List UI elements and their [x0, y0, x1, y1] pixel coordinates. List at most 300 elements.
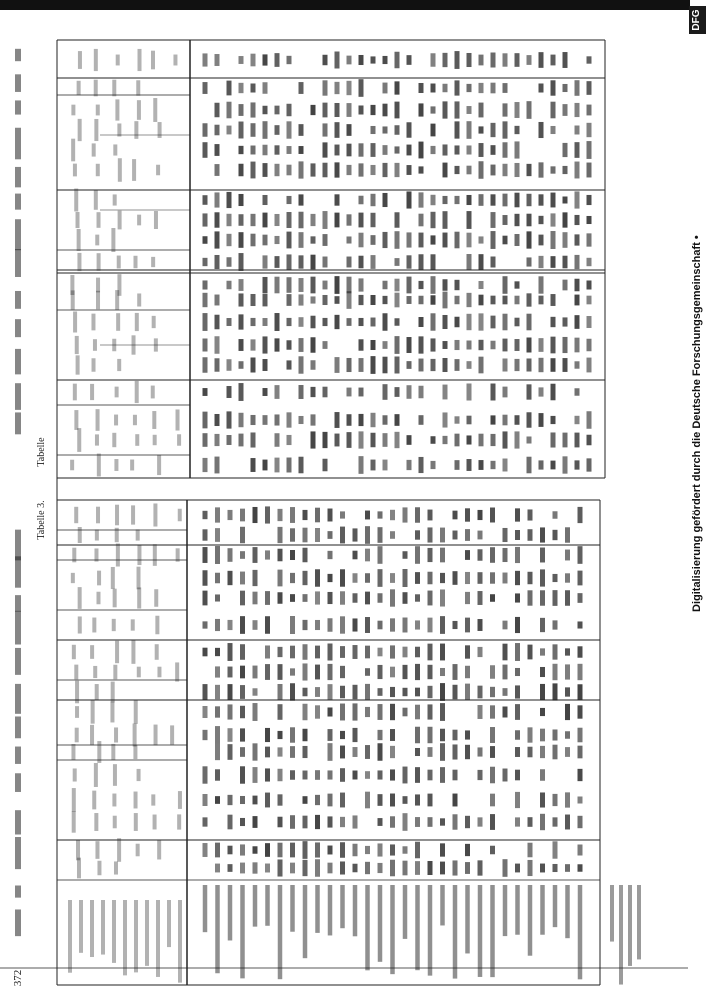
illegible-print	[619, 885, 623, 985]
illegible-print	[587, 280, 592, 289]
illegible-print	[479, 194, 484, 206]
illegible-print	[479, 83, 484, 93]
illegible-print	[335, 434, 340, 447]
illegible-print	[431, 295, 436, 304]
illegible-print	[134, 792, 138, 809]
illegible-print	[240, 863, 245, 874]
illegible-print	[15, 319, 21, 337]
illegible-print	[371, 255, 376, 269]
illegible-print	[383, 384, 388, 400]
illegible-print	[278, 704, 283, 720]
illegible-print	[335, 51, 340, 68]
illegible-print	[515, 214, 520, 226]
illegible-print	[275, 214, 280, 226]
illegible-print	[240, 818, 245, 826]
illegible-print	[278, 509, 283, 521]
illegible-print	[323, 211, 328, 229]
illegible-print	[465, 816, 470, 828]
illegible-print	[428, 770, 433, 781]
illegible-print	[347, 388, 352, 397]
illegible-print	[116, 55, 120, 66]
illegible-print	[395, 102, 400, 119]
illegible-print	[578, 684, 583, 699]
illegible-print	[431, 235, 436, 244]
illegible-print	[323, 142, 328, 157]
illegible-print	[491, 316, 496, 329]
illegible-print	[390, 794, 395, 807]
illegible-print	[491, 83, 496, 94]
illegible-print	[539, 235, 544, 246]
illegible-print	[287, 104, 292, 116]
illegible-print	[563, 84, 568, 92]
illegible-print	[15, 595, 21, 612]
illegible-print	[275, 256, 280, 268]
illegible-print	[215, 769, 220, 780]
illegible-print	[114, 459, 118, 471]
dfg-logo-text: DFG	[691, 9, 702, 31]
illegible-print	[443, 101, 448, 118]
illegible-print	[278, 647, 283, 657]
illegible-print	[551, 337, 556, 354]
illegible-print	[135, 381, 139, 403]
illegible-print	[478, 510, 483, 520]
illegible-print	[431, 276, 436, 294]
illegible-print	[90, 645, 94, 659]
illegible-print	[395, 163, 400, 177]
illegible-print	[203, 730, 208, 740]
illegible-print	[428, 686, 433, 698]
illegible-print	[419, 214, 424, 227]
illegible-print	[428, 794, 433, 807]
illegible-print	[239, 56, 244, 64]
illegible-print	[117, 256, 121, 269]
illegible-print	[419, 296, 424, 304]
illegible-print	[347, 257, 352, 268]
illegible-print	[299, 212, 304, 229]
illegible-print	[328, 816, 333, 827]
illegible-print	[563, 337, 568, 353]
illegible-print	[395, 81, 400, 94]
illegible-print	[239, 279, 244, 291]
illegible-print	[403, 846, 408, 853]
illegible-print	[117, 838, 121, 862]
illegible-print	[228, 704, 233, 719]
illegible-print	[353, 844, 358, 857]
illegible-print	[278, 731, 283, 739]
illegible-print	[328, 707, 333, 716]
illegible-print	[299, 416, 304, 424]
illegible-print	[465, 572, 470, 584]
illegible-print	[251, 214, 256, 226]
illegible-print	[479, 254, 484, 270]
illegible-print	[151, 794, 155, 805]
illegible-print	[478, 885, 483, 977]
illegible-print	[490, 767, 495, 784]
illegible-print	[135, 434, 139, 446]
illegible-print	[203, 123, 208, 136]
illegible-print	[407, 191, 412, 208]
illegible-print	[395, 387, 400, 397]
illegible-print	[563, 256, 568, 269]
illegible-print	[97, 253, 101, 271]
illegible-print	[440, 729, 445, 742]
illegible-print	[453, 531, 458, 540]
illegible-print	[335, 145, 340, 156]
illegible-print	[228, 667, 233, 678]
illegible-print	[203, 591, 208, 606]
illegible-print	[478, 686, 483, 699]
illegible-print	[71, 744, 75, 760]
illegible-print	[287, 360, 292, 369]
illegible-print	[278, 527, 283, 543]
illegible-print	[527, 55, 532, 65]
illegible-print	[228, 684, 233, 700]
illegible-print	[563, 317, 568, 326]
illegible-print	[290, 528, 295, 541]
illegible-print	[419, 233, 424, 248]
illegible-print	[528, 572, 533, 584]
illegible-print	[378, 863, 383, 873]
illegible-print	[440, 843, 445, 856]
illegible-print	[378, 770, 383, 779]
illegible-print	[371, 105, 376, 115]
illegible-print	[71, 105, 75, 116]
illegible-print	[114, 415, 118, 426]
illegible-print	[118, 158, 122, 182]
illegible-print	[478, 549, 483, 560]
illegible-print	[323, 80, 328, 95]
illegible-print	[431, 53, 436, 66]
illegible-print	[515, 704, 520, 720]
illegible-print	[153, 503, 157, 526]
illegible-print	[527, 457, 532, 474]
illegible-print	[467, 166, 472, 175]
illegible-print	[178, 791, 182, 809]
illegible-print	[407, 385, 412, 399]
illegible-print	[528, 860, 533, 876]
illegible-print	[443, 211, 448, 229]
illegible-print	[239, 434, 244, 447]
illegible-print	[443, 233, 448, 248]
illegible-print	[378, 704, 383, 720]
illegible-print	[371, 340, 376, 350]
illegible-print	[278, 664, 283, 680]
illegible-print	[465, 684, 470, 701]
illegible-print	[365, 745, 370, 759]
illegible-print	[365, 592, 370, 605]
illegible-print	[503, 103, 508, 116]
illegible-print	[112, 619, 116, 631]
illegible-print	[528, 817, 533, 827]
illegible-print	[203, 236, 208, 244]
illegible-print	[527, 101, 532, 119]
illegible-print	[77, 428, 81, 452]
illegible-print	[491, 194, 496, 205]
illegible-print	[315, 705, 320, 718]
illegible-print	[578, 864, 583, 871]
illegible-print	[113, 764, 117, 786]
illegible-print	[395, 125, 400, 135]
illegible-print	[515, 593, 520, 602]
illegible-print	[251, 432, 256, 447]
illegible-print	[491, 231, 496, 249]
illegible-print	[335, 103, 340, 117]
illegible-print	[503, 83, 508, 93]
illegible-print	[453, 730, 458, 741]
illegible-print	[265, 728, 270, 742]
illegible-print	[94, 119, 98, 141]
illegible-print	[467, 341, 472, 350]
illegible-print	[311, 214, 316, 226]
illegible-print	[479, 313, 484, 330]
illegible-print	[227, 359, 232, 371]
illegible-print	[403, 592, 408, 604]
illegible-print	[378, 546, 383, 564]
illegible-print	[203, 706, 208, 718]
illegible-print	[91, 314, 95, 331]
illegible-print	[265, 864, 270, 873]
illegible-print	[575, 126, 580, 135]
illegible-print	[479, 143, 484, 157]
illegible-print	[440, 767, 445, 783]
illegible-print	[479, 281, 484, 289]
illegible-print	[328, 729, 333, 741]
illegible-print	[453, 571, 458, 585]
illegible-print	[263, 460, 268, 471]
illegible-print	[515, 431, 520, 448]
illegible-print	[540, 769, 545, 781]
illegible-print	[299, 338, 304, 352]
illegible-print	[90, 900, 94, 957]
illegible-print	[503, 215, 508, 225]
illegible-print	[15, 219, 21, 250]
illegible-print	[551, 461, 556, 470]
illegible-print	[133, 724, 137, 747]
illegible-print	[415, 767, 420, 783]
illegible-print	[72, 811, 76, 832]
illegible-print	[96, 592, 100, 605]
illegible-print	[455, 145, 460, 154]
illegible-print	[419, 192, 424, 207]
illegible-print	[299, 255, 304, 268]
illegible-print	[467, 195, 472, 205]
illegible-print	[465, 666, 470, 678]
illegible-print	[240, 766, 245, 783]
illegible-print	[359, 318, 364, 326]
illegible-print	[167, 900, 171, 947]
illegible-print	[503, 339, 508, 352]
illegible-print	[390, 573, 395, 583]
illegible-print	[215, 546, 220, 564]
illegible-print	[359, 213, 364, 228]
illegible-print	[15, 810, 21, 834]
illegible-print	[203, 885, 208, 932]
illegible-print	[515, 530, 520, 540]
illegible-print	[154, 725, 158, 746]
illegible-print	[390, 645, 395, 658]
illegible-print	[112, 80, 116, 97]
illegible-print	[515, 193, 520, 208]
illegible-print	[575, 279, 580, 292]
illegible-print	[311, 387, 316, 397]
illegible-print	[539, 83, 544, 92]
illegible-print	[467, 84, 472, 92]
illegible-print	[76, 212, 80, 228]
illegible-print	[390, 667, 395, 678]
illegible-print	[151, 51, 155, 70]
illegible-print	[328, 794, 333, 807]
illegible-print	[575, 162, 580, 179]
illegible-print	[15, 128, 21, 160]
illegible-print	[353, 747, 358, 757]
illegible-print	[131, 505, 135, 524]
illegible-print	[443, 358, 448, 372]
illegible-print	[453, 794, 458, 807]
illegible-print	[315, 569, 320, 586]
illegible-print	[465, 745, 470, 759]
illegible-print	[467, 53, 472, 67]
illegible-print	[467, 459, 472, 471]
illegible-print	[540, 684, 545, 700]
illegible-print	[263, 359, 268, 371]
illegible-print	[111, 228, 115, 252]
illegible-print	[365, 617, 370, 633]
illegible-print	[415, 794, 420, 805]
illegible-print	[443, 84, 448, 92]
illegible-print	[431, 84, 436, 93]
illegible-print	[419, 336, 424, 353]
illegible-print	[228, 620, 233, 630]
illegible-print	[540, 746, 545, 758]
illegible-print	[112, 433, 116, 447]
illegible-print	[467, 383, 472, 400]
illegible-print	[340, 731, 345, 739]
illegible-print	[311, 163, 316, 176]
illegible-print	[90, 384, 94, 400]
illegible-print	[359, 79, 364, 97]
illegible-print	[443, 385, 448, 400]
illegible-print	[176, 548, 180, 561]
illegible-print	[113, 194, 117, 205]
illegible-print	[383, 460, 388, 471]
illegible-print	[578, 546, 583, 564]
illegible-print	[383, 281, 388, 290]
illegible-print	[353, 703, 358, 720]
illegible-print	[403, 647, 408, 658]
illegible-print	[287, 232, 292, 249]
illegible-print	[303, 528, 308, 543]
illegible-print	[203, 412, 208, 429]
illegible-print	[490, 547, 495, 563]
illegible-print	[407, 296, 412, 304]
illegible-print	[203, 280, 208, 289]
illegible-print	[527, 436, 532, 443]
illegible-print	[335, 315, 340, 329]
illegible-print	[353, 593, 358, 602]
illegible-print	[203, 195, 208, 205]
illegible-print	[240, 844, 245, 855]
illegible-print	[431, 313, 436, 330]
illegible-print	[431, 124, 436, 137]
illegible-print	[275, 164, 280, 176]
illegible-print	[565, 687, 570, 696]
illegible-print	[290, 668, 295, 675]
illegible-print	[118, 211, 122, 230]
illegible-print	[491, 415, 496, 424]
illegible-print	[215, 231, 220, 248]
illegible-print	[287, 56, 292, 64]
illegible-print	[215, 144, 220, 156]
illegible-print	[116, 544, 120, 567]
illegible-print	[15, 556, 21, 587]
illegible-print	[440, 862, 445, 875]
illegible-print	[253, 666, 258, 679]
illegible-print	[323, 234, 328, 246]
illegible-print	[455, 101, 460, 118]
illegible-print	[490, 794, 495, 807]
illegible-print	[340, 527, 345, 544]
illegible-print	[335, 194, 340, 205]
illegible-print	[465, 645, 470, 658]
illegible-print	[431, 146, 436, 154]
illegible-print	[287, 196, 292, 204]
illegible-print	[132, 335, 136, 354]
illegible-print	[403, 796, 408, 804]
illegible-print	[378, 648, 383, 657]
illegible-print	[415, 842, 420, 859]
illegible-print	[153, 815, 157, 830]
illegible-print	[575, 315, 580, 329]
illegible-print	[419, 83, 424, 93]
illegible-print	[527, 384, 532, 399]
illegible-print	[299, 457, 304, 474]
illegible-print	[15, 74, 21, 92]
illegible-print	[278, 549, 283, 562]
illegible-print	[340, 885, 345, 928]
illegible-print	[137, 587, 141, 608]
illegible-print	[455, 359, 460, 371]
illegible-print	[203, 570, 208, 585]
illegible-print	[95, 529, 99, 540]
illegible-print	[263, 255, 268, 268]
illegible-print	[328, 574, 333, 582]
illegible-print	[275, 458, 280, 473]
illegible-print	[527, 338, 532, 353]
illegible-print	[479, 126, 484, 133]
illegible-print	[287, 277, 292, 293]
illegible-print	[303, 620, 308, 630]
illegible-print	[575, 361, 580, 368]
illegible-print	[359, 196, 364, 205]
illegible-print	[390, 860, 395, 877]
illegible-print	[378, 730, 383, 740]
illegible-print	[137, 100, 141, 120]
illegible-print	[265, 747, 270, 758]
illegible-print	[587, 358, 592, 373]
illegible-print	[515, 730, 520, 740]
illegible-print	[407, 145, 412, 156]
illegible-print	[527, 231, 532, 248]
illegible-print	[365, 862, 370, 874]
illegible-print	[311, 316, 316, 329]
illegible-print	[263, 163, 268, 177]
illegible-print	[578, 705, 583, 718]
illegible-print	[578, 571, 583, 586]
illegible-print	[407, 165, 412, 175]
illegible-print	[428, 817, 433, 827]
illegible-print	[465, 508, 470, 521]
illegible-print	[428, 747, 433, 757]
